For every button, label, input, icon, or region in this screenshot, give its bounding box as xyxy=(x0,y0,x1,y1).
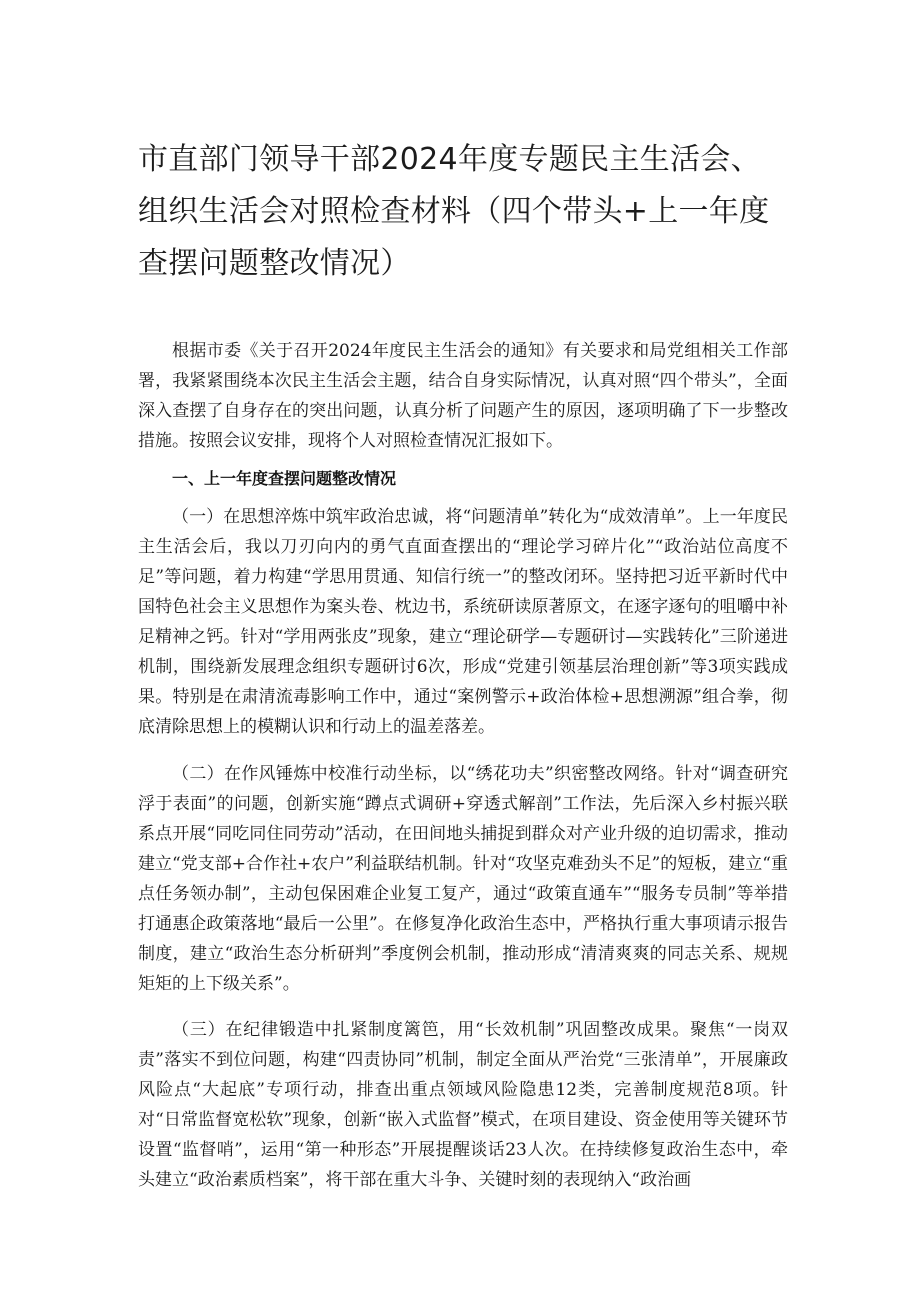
section-heading: 一、上一年度查摆问题整改情况 xyxy=(172,469,397,488)
intro-paragraph: 根据市委《关于召开2024年度民主生活会的通知》有关要求和局党组相关工作部署，我紧紧围绕本次民主生活会主题，结合自身实际情况，认真对照“四个带头”，全面深入查摆了自身存在的突出问题，认真分析了问题产生的原因，逐项明确了下一步整改措施。按照会议安排，现将个人对照检查情况汇报如下。 xyxy=(138,341,788,451)
paragraph-ideology: （一）在思想淬炼中筑牢政治忠诚，将“问题清单”转化为“成效清单”。上一年度民主生活会后，我以刀刃向内的勇气直面查摆出的“理论学习碎片化”“政治站位高度不足”等问题，着力构建“学思用贯通、知信行统一”的整改闭环。坚持把习近平新时代中国特色社会主义思想作为案头卷、枕边书，系统研读原著原文，在逐字逐句的咀嚼中补足精神之钙。针对“学用两张皮”现象，建立“理论研学—专题研讨—实践转化”三阶递进机制，围绕新发展理念组织专题研讨6次，形成“党建引领基层治理创新”等3项实践成果。特别是在肃清流毒影响工作中，通过“案例警示+政治体检+思想溯源”组合拳，彻底清除思想上的模糊认识和行动上的温差落差。 xyxy=(138,507,788,737)
document-title: 市直部门领导干部2024年度专题民主生活会、组织生活会对照检查材料（四个带头+上一年度查摆问题整改情况） xyxy=(138,142,770,281)
paragraph-discipline: （三）在纪律锻造中扎紧制度篱笆，用“长效机制”巩固整改成果。聚焦“一岗双责”落实不到位问题，构建“四责协同”机制，制定全面从严治党“三张清单”，开展廉政风险点“大起底”专项行动，排查出重点领域风险隐患12类，完善制度规范8项。针对“日常监督宽松软”现象，创新“嵌入式监督”模式，在项目建设、资金使用等关键环节设置“监督哨”，运用“第一种形态”开展提醒谈话23人次。在持续修复政治生态中，牵头建立“政治素质档案”，将干部在重大斗争、关键时刻的表现纳入“政治画 xyxy=(138,1020,788,1190)
paragraph-work-style: （二）在作风锤炼中校准行动坐标，以“绣花功夫”织密整改网络。针对“调查研究浮于表面”的问题，创新实施“蹲点式调研+穿透式解剖”工作法，先后深入乡村振兴联系点开展“同吃同住同劳动”活动，在田间地头捕捉到群众对产业升级的迫切需求，推动建立“党支部+合作社+农户”利益联结机制。针对“攻坚克难劲头不足”的短板，建立“重点任务领办制”，主动包保困难企业复工复产，通过“政策直通车”“服务专员制”等举措打通惠企政策落地“最后一公里”。在修复净化政治生态中，严格执行重大事项请示报告制度，建立“政治生态分析研判”季度例会机制，推动形成“清清爽爽的同志关系、规规矩矩的上下级关系”。 xyxy=(138,764,788,994)
